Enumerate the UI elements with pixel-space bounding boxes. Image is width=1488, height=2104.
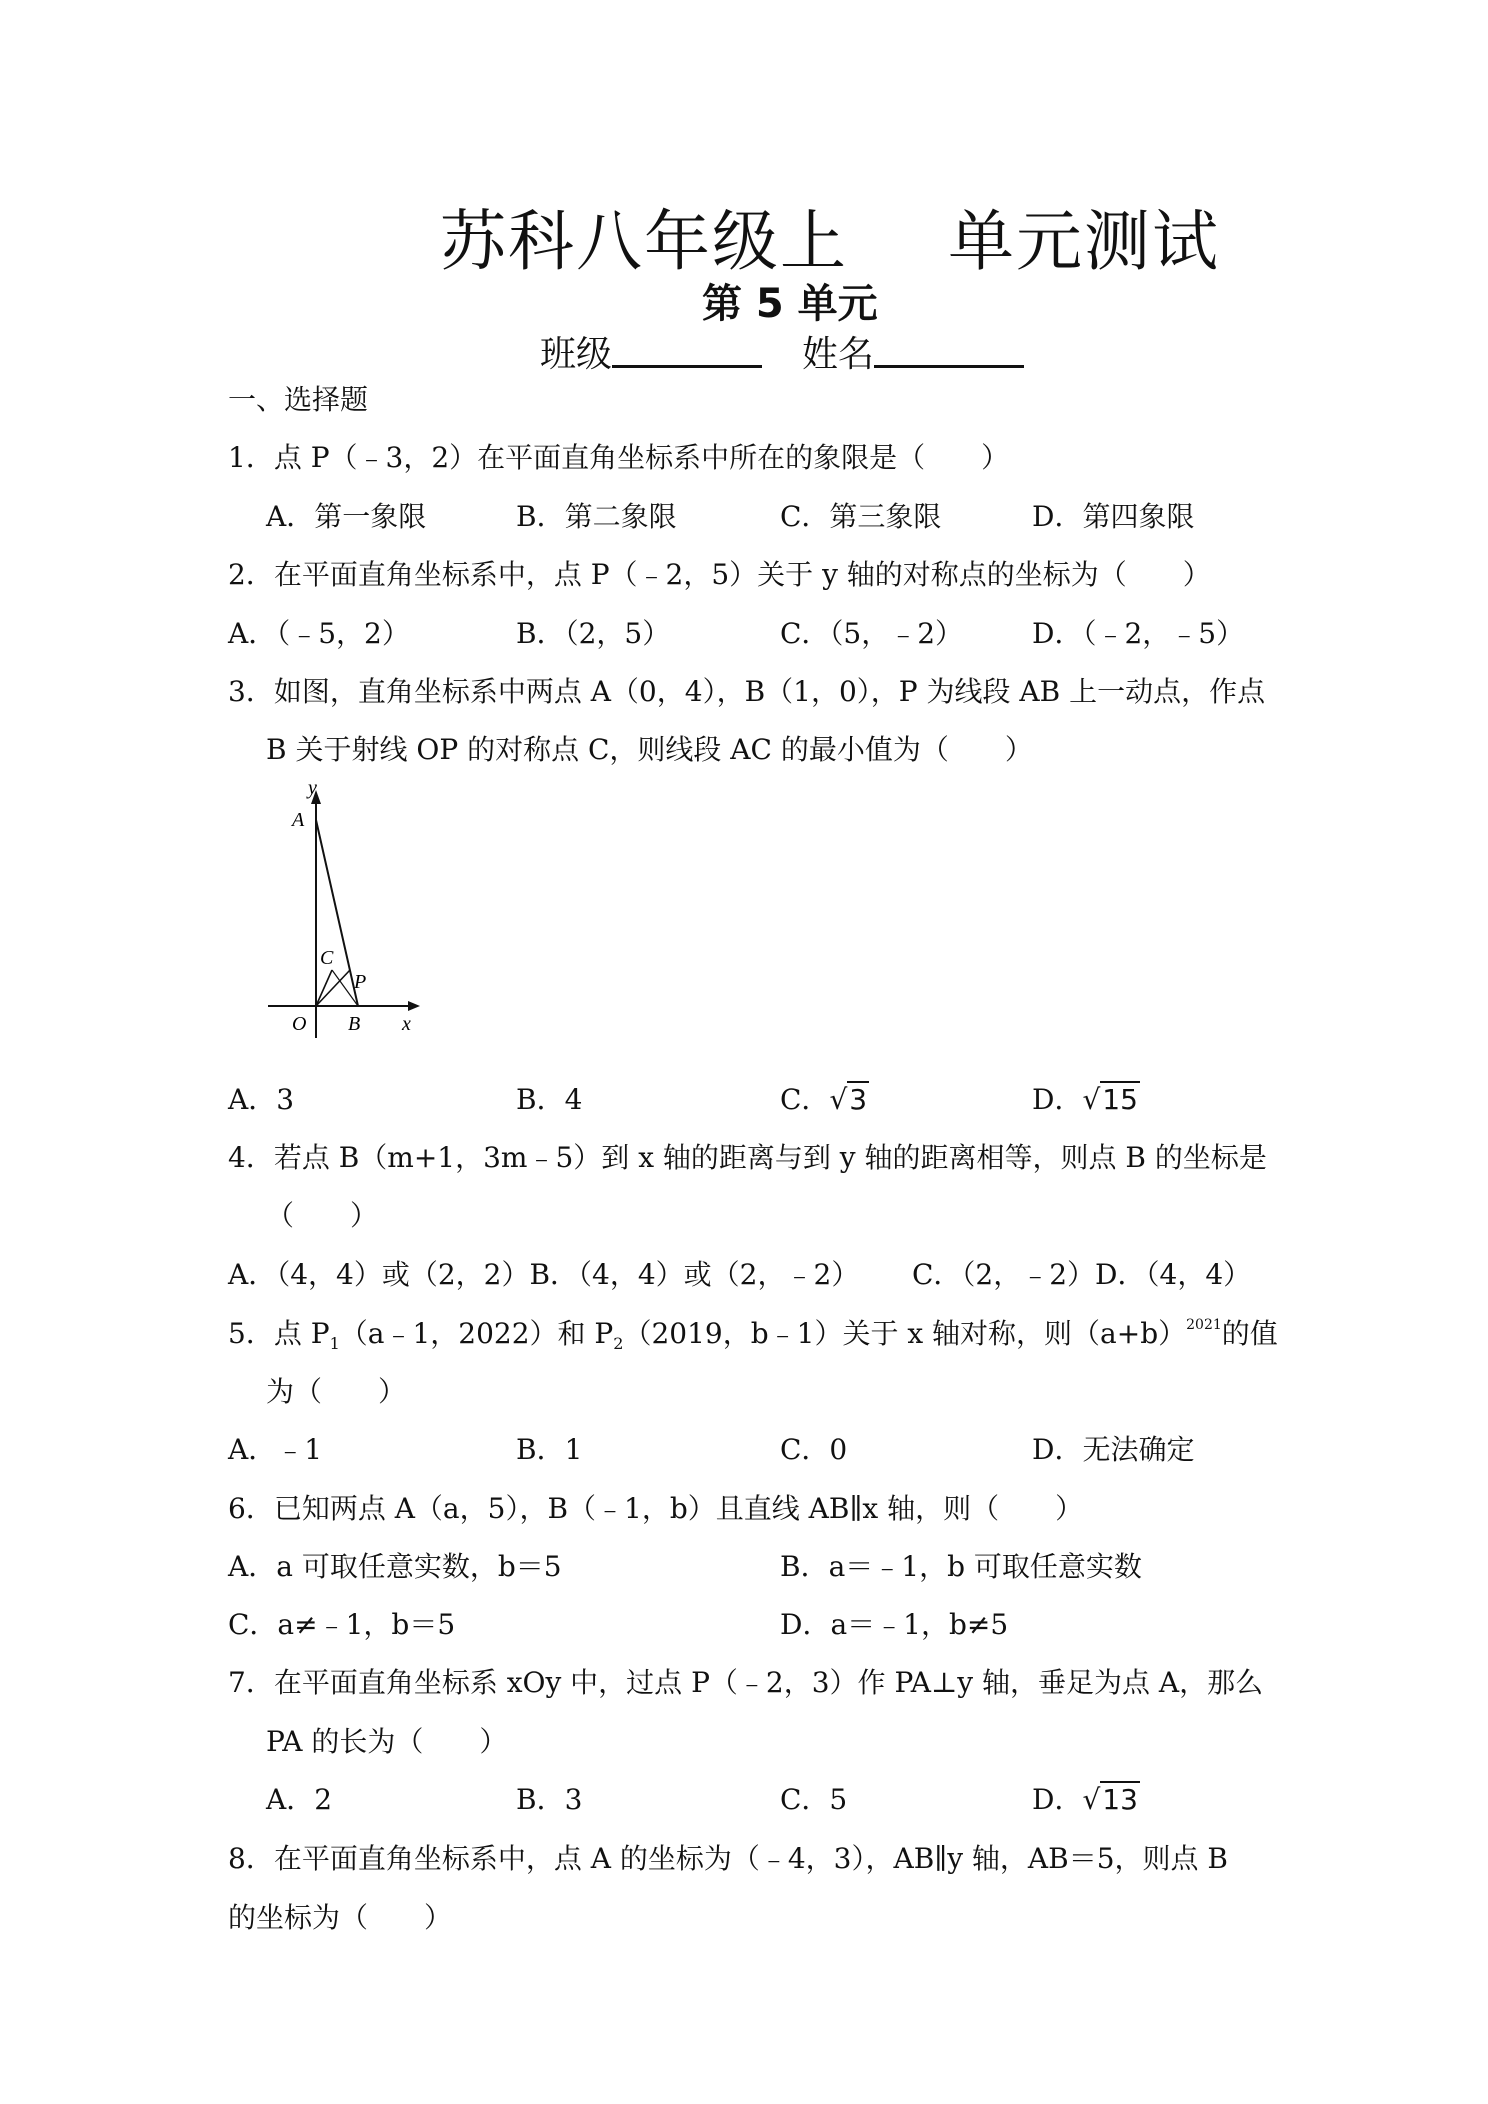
question-4-stem-line1: 4．若点 B（m+1，3m﹣5）到 x 轴的距离与到 y 轴的距离相等，则点 B 的坐标是 xyxy=(228,1141,1267,1174)
class-label: 班级 xyxy=(540,334,613,375)
question-7-stem-line2: PA 的长为（ ） xyxy=(266,1725,508,1758)
q1-option-a[interactable]: A．第一象限 xyxy=(266,500,427,533)
class-blank[interactable] xyxy=(612,331,762,368)
q3-option-d-sqrt: √15 xyxy=(1082,1083,1138,1116)
question-3-stem-line1: 3．如图，直角坐标系中两点 A（0，4），B（1，0），P 为线段 AB 上一动点，作点 xyxy=(228,675,1266,708)
title-left: 苏科八年级上 xyxy=(440,203,848,280)
q6-option-a[interactable]: A．a 可取任意实数，b＝5 xyxy=(228,1550,562,1583)
q5-option-d[interactable]: D．无法确定 xyxy=(1032,1433,1195,1466)
q7-option-b[interactable]: B．3 xyxy=(516,1783,583,1816)
q3-option-d-radicand: 15 xyxy=(1102,1083,1138,1116)
label-a: A xyxy=(292,809,305,831)
q2-option-c[interactable]: C．（5，﹣2） xyxy=(780,617,964,650)
q1-option-c[interactable]: C．第三象限 xyxy=(780,500,942,533)
q7-option-d[interactable] xyxy=(1032,1778,1140,1818)
label-x: x xyxy=(402,1013,411,1035)
q2-option-b[interactable]: B．（2，5） xyxy=(516,617,671,650)
question-8-stem-line2: 的坐标为（ ） xyxy=(228,1901,453,1934)
q5-option-c[interactable]: C．0 xyxy=(780,1433,848,1466)
q3-option-c-letter: C． xyxy=(780,1083,830,1116)
q6-option-c[interactable]: C．a≠﹣1，b＝5 xyxy=(228,1608,456,1641)
q5-part-b: （a﹣1，2022）和 P xyxy=(339,1317,614,1350)
q2-option-d[interactable]: D．（﹣2，﹣5） xyxy=(1032,617,1245,650)
q5-part-c: （2019，b﹣1）关于 x 轴对称，则（a+b） xyxy=(623,1317,1187,1350)
name-label: 姓名 xyxy=(802,334,875,375)
q5-part-d: 的值 xyxy=(1221,1317,1278,1350)
question-7-stem-line1: 7．在平面直角坐标系 xOy 中，过点 P（﹣2，3）作 PA⊥y 轴，垂足为点 A，那么 xyxy=(228,1666,1264,1699)
question-3-stem-line2: B 关于射线 OP 的对称点 C，则线段 AC 的最小值为（ ） xyxy=(266,733,1033,766)
class-name-line xyxy=(540,326,1024,377)
question-5-stem-line1 xyxy=(228,1312,1278,1353)
question-6-stem: 6．已知两点 A（a，5），B（﹣1，b）且直线 AB∥x 轴，则（ ） xyxy=(228,1492,1084,1525)
label-y: y xyxy=(308,780,317,799)
label-o: O xyxy=(292,1013,307,1035)
q1-option-d[interactable]: D．第四象限 xyxy=(1032,500,1195,533)
question-2-stem: 2．在平面直角坐标系中，点 P（﹣2，5）关于 y 轴的对称点的坐标为（ ） xyxy=(228,558,1211,591)
q5-part-a: 5．点 P xyxy=(228,1317,330,1350)
title-right: 单元测试 xyxy=(948,203,1220,280)
q7-option-a[interactable]: A．2 xyxy=(266,1783,333,1816)
label-b: B xyxy=(348,1013,361,1035)
q4-options-cd[interactable]: C．（2，﹣2）D．（4，4） xyxy=(912,1258,1252,1291)
q5-sub-2: 2 xyxy=(613,1334,624,1353)
q3-option-d-letter: D． xyxy=(1032,1083,1083,1116)
question-5-stem-line2: 为（ ） xyxy=(266,1375,407,1408)
q2-option-a[interactable]: A．（﹣5，2） xyxy=(228,617,410,650)
question-8-stem-line1: 8．在平面直角坐标系中，点 A 的坐标为（﹣4，3），AB∥y 轴，AB＝5，则点 B xyxy=(228,1842,1229,1875)
q6-option-b[interactable]: B．a＝﹣1，b 可取任意实数 xyxy=(780,1550,1142,1583)
q3-option-b[interactable]: B．4 xyxy=(516,1083,583,1116)
q5-option-b[interactable]: B．1 xyxy=(516,1433,583,1466)
q7-option-c[interactable]: C．5 xyxy=(780,1783,848,1816)
label-p: P xyxy=(354,971,367,993)
segment-oc xyxy=(316,970,332,1006)
q5-sub-1: 1 xyxy=(329,1334,340,1353)
question-4-stem-line2: （ ） xyxy=(266,1199,379,1232)
section-heading: 一、选择题 xyxy=(228,383,369,416)
name-blank[interactable] xyxy=(874,331,1024,368)
q3-coordinate-figure xyxy=(262,780,432,1040)
q6-option-d[interactable]: D．a＝﹣1，b≠5 xyxy=(780,1608,1009,1641)
label-c: C xyxy=(320,947,334,969)
q7-option-d-sqrt: √13 xyxy=(1082,1783,1138,1816)
q4-options-ab[interactable]: A．（4，4）或（2，2）B．（4，4）或（2，﹣2） xyxy=(228,1258,860,1291)
x-axis-arrow xyxy=(408,1001,420,1011)
q3-option-a[interactable]: A．3 xyxy=(228,1083,295,1116)
question-1-stem: 1．点 P（﹣3，2）在平面直角坐标系中所在的象限是（ ） xyxy=(228,441,1010,474)
q5-exponent: 2021 xyxy=(1186,1317,1222,1333)
q3-option-d[interactable] xyxy=(1032,1078,1140,1118)
unit-subtitle: 第 5 单元 xyxy=(702,281,878,327)
q5-option-a[interactable]: A．﹣1 xyxy=(228,1433,323,1466)
q3-option-c-radicand: 3 xyxy=(849,1083,868,1116)
segment-ab xyxy=(316,820,358,1006)
q3-option-c-sqrt: √3 xyxy=(829,1083,868,1116)
q7-option-d-radicand: 13 xyxy=(1102,1783,1138,1816)
q3-option-c[interactable] xyxy=(780,1078,869,1118)
q7-option-d-letter: D． xyxy=(1032,1783,1083,1816)
q1-option-b[interactable]: B．第二象限 xyxy=(516,500,677,533)
page-title xyxy=(440,188,1220,283)
